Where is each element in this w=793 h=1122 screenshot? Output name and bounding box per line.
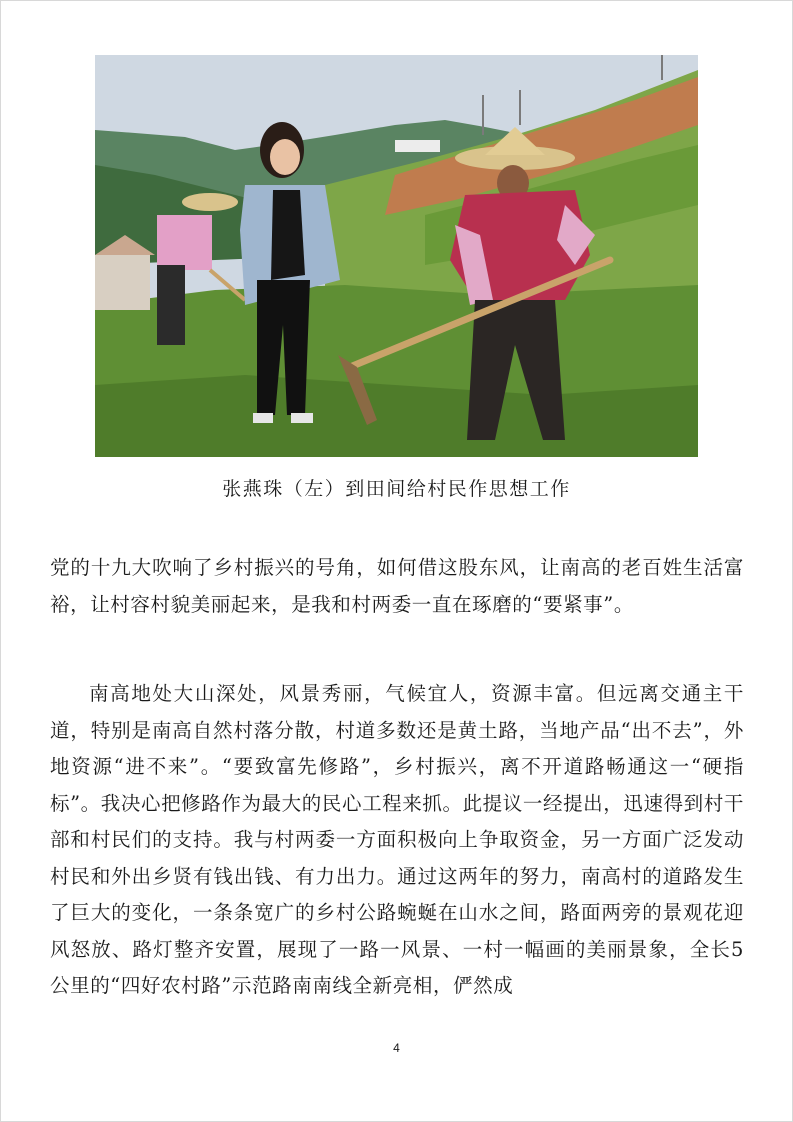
paragraph-intro: 党的十九大吹响了乡村振兴的号角，如何借这股东风，让南高的老百姓生活富裕，让村容村貌美丽起来，是我和村两委一直在琢磨的“要紧事”。 xyxy=(50,556,744,616)
photo-caption: 张燕珠（左）到田间给村民作思想工作 xyxy=(222,478,571,500)
paragraph-road-building: 南高地处大山深处，风景秀丽，气候宜人，资源丰富。但远离交通主干道，特别是南高自然村落分散，村道多数还是黄土路，当地产品“出不去”，外地资源“进不来”。“要致富先修路”，乡村振兴，离不开道路畅通这一“硬指标”。我决心把修路作为最大的民心工程来抓。此提议一经提出，迅速得到村干部和村民们的支持。我与村两委一方面积极向上争取资金，另一方面广泛发动村民和外出乡贤有钱出钱、有力出力。通过这两年的努力，南高村的道路发生了巨大的变化，一条条宽广的乡村公路蜿蜒在山水之间，路面两旁的景观花迎风怒放、路灯整齐安置，展现了一路一风景、一村一幅画的美丽景象，全长5公里的“四好农村路”示范路南南线全新亮相，俨然成 xyxy=(50,682,744,997)
stone-structure xyxy=(95,255,150,310)
field-work-photo xyxy=(95,55,698,457)
distant-building xyxy=(395,140,440,152)
photo-illustration xyxy=(95,55,698,457)
page-number: 4 xyxy=(393,1041,400,1055)
